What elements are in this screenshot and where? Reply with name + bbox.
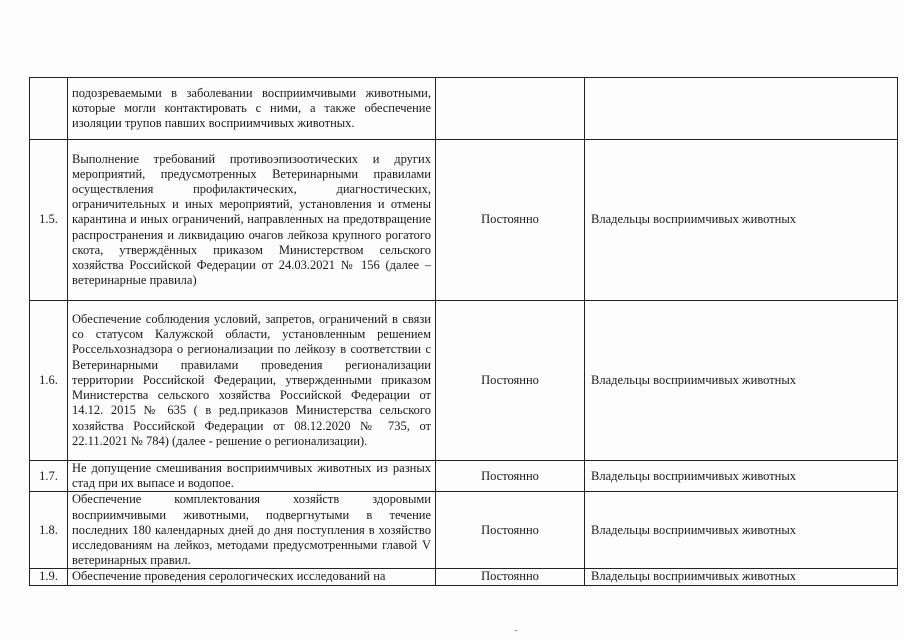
activity-text: Обеспечение соблюдения условий, запретов, ограничений в связи со статусом Калужской области, установленным решением Россельхознадзора о регионализации по лейкозу в соответствии с Ветеринарными правилами проведения регионализации территории Российской Федерации, утвержденными приказом Министерства сельского хозяйства Российской Федерации от 14.12. 2015 № 635 ( в ред.приказов Министерства сельского хозяйства Российской Федерации от 08.12.2020 № 735, от 22.11.2021 № 784) (далее - решение о регионализации). (72, 312, 431, 448)
activity-cell (68, 569, 436, 585)
activity-text: Обеспечение комплектования хозяйств здоровыми восприимчивыми животными, подвергнутыми в течение последних 180 календарных дней до дня поступления в хозяйство исследованиям на лейкоз, методами предусмотренными главой V ветеринарных правил. (72, 492, 431, 568)
scan-speck (515, 630, 517, 631)
term-cell: Постоянно (436, 569, 585, 585)
activity-cell (68, 492, 436, 569)
term-cell (436, 78, 585, 140)
row-number: 1.8. (30, 492, 68, 569)
table-row (30, 492, 898, 569)
term-cell: Постоянно (436, 140, 585, 301)
table-row (30, 461, 898, 492)
table-row (30, 140, 898, 301)
row-number: 1.5. (30, 140, 68, 301)
measures-table (29, 77, 898, 586)
table-row (30, 78, 898, 140)
responsible-cell: Владельцы восприимчивых животных (585, 301, 898, 461)
activity-cell (68, 461, 436, 492)
term-cell: Постоянно (436, 461, 585, 492)
responsible-cell: Владельцы восприимчивых животных (585, 461, 898, 492)
table-row (30, 301, 898, 461)
row-number (30, 78, 68, 140)
row-number: 1.9. (30, 569, 68, 585)
term-cell: Постоянно (436, 492, 585, 569)
responsible-cell: Владельцы восприимчивых животных (585, 492, 898, 569)
responsible-cell: Владельцы восприимчивых животных (585, 140, 898, 301)
row-number: 1.7. (30, 461, 68, 492)
responsible-cell: Владельцы восприимчивых животных (585, 569, 898, 585)
table-row (30, 569, 898, 585)
activity-cell (68, 78, 436, 140)
activity-cell (68, 301, 436, 461)
activity-text: подозреваемыми в заболевании восприимчивыми животными, которые могли контактировать с ними, а также обеспечение изоляции трупов павших восприимчивых животных. (72, 85, 431, 131)
activity-text: Обеспечение проведения серологических исследований на (72, 569, 386, 584)
activity-text: Выполнение требований противоэпизоотических и других мероприятий, предусмотренных Ветеринарными правилами осуществления профилактических, диагностических, ограничительных и иных мероприятий, установления и отмены карантина и иных ограничений, направленных на предотвращение распространения и ликвидацию очагов лейкоза крупного рогатого скота, утверждённых приказом Министерством сельского хозяйства Российской Федерации от 24.03.2021 № 156 (далее – ветеринарные правила) (72, 151, 431, 288)
activity-cell (68, 140, 436, 301)
row-number: 1.6. (30, 301, 68, 461)
responsible-cell (585, 78, 898, 140)
term-cell: Постоянно (436, 301, 585, 461)
activity-text: Не допущение смешивания восприимчивых животных из разных стад при их выпасе и водопое. (72, 461, 431, 491)
